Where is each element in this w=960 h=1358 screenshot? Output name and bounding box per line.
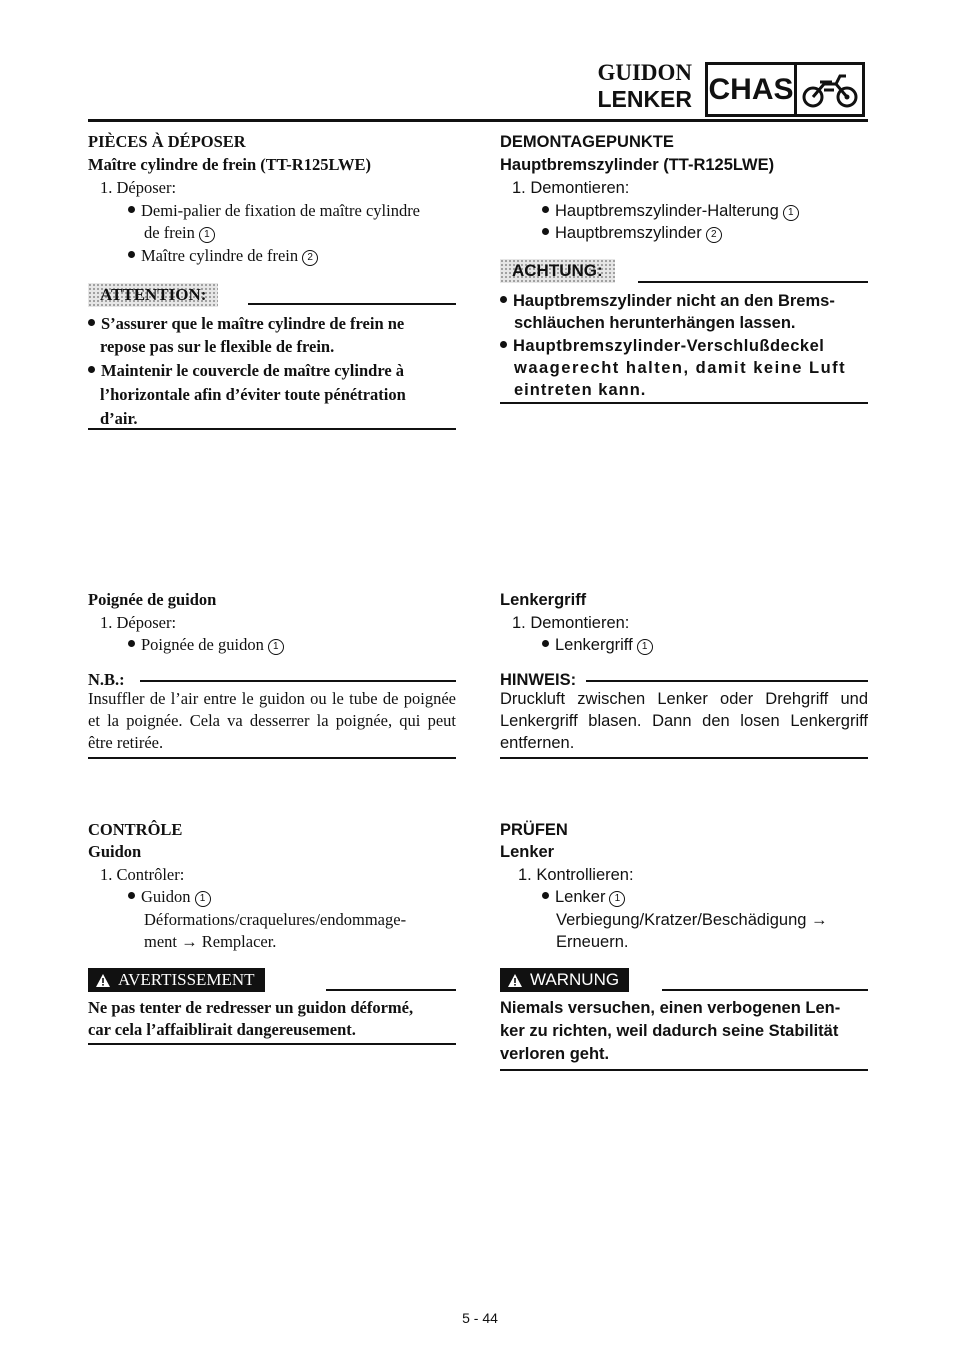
callout-number: 1 — [199, 227, 215, 243]
callout-number: 1 — [195, 891, 211, 907]
callout-number: 2 — [302, 250, 318, 266]
section-subheading: Lenker — [500, 843, 555, 861]
warning-rule — [662, 989, 868, 991]
header-title-de: LENKER — [597, 86, 692, 112]
bullet-icon — [542, 892, 549, 899]
caution-text: Hauptbremszylinder-Verschlußdeckel — [513, 337, 825, 355]
list-item-detail: Verbiegung/Kratzer/Beschädigung → — [556, 911, 828, 929]
warning-text: Ne pas tenter de redresser un guidon déformé, — [88, 998, 414, 1017]
step: 1. Demontieren: — [512, 614, 630, 632]
section-code: CHAS — [708, 65, 797, 114]
list-item-continued — [144, 222, 215, 244]
step: 1. Contrôler: — [100, 865, 185, 884]
caution-item-continued: l’horizontale afin d’éviter toute pénétration — [100, 385, 406, 404]
section-heading: DEMONTAGEPUNKTE — [500, 133, 674, 151]
section-subheading: Hauptbremszylinder (TT-R125LWE) — [500, 156, 775, 174]
warning-text: verloren geht. — [500, 1045, 610, 1063]
list-item — [542, 222, 722, 244]
list-item-text: Lenker — [555, 888, 606, 906]
section-subheading: Guidon — [88, 842, 142, 861]
caution-text: Hauptbremszylinder nicht an den Brems- — [513, 292, 835, 310]
bullet-icon — [128, 206, 135, 213]
note-rule — [140, 680, 456, 682]
note-text: Insuffler de l’air entre le guidon ou le tube de poignée et la poignée. Cela va desserrer la poignée, qui peut être retirée. — [88, 689, 456, 752]
caution-item — [88, 360, 404, 382]
warning-label-text: WARNUNG — [530, 970, 620, 989]
warning-end-rule — [500, 1069, 868, 1071]
step: 1. Déposer: — [100, 613, 177, 632]
bullet-icon — [128, 640, 135, 647]
caution-end-rule — [88, 428, 456, 430]
bullet-icon — [542, 640, 549, 647]
caution-rule — [248, 303, 456, 305]
caution-text: Maintenir le couvercle de maître cylindre à — [101, 361, 405, 380]
caution-item-continued: waagerecht halten, damit keine Luft — [514, 359, 847, 377]
bullet-icon — [542, 228, 549, 235]
note-label: HINWEIS: — [500, 671, 577, 689]
list-item — [542, 634, 653, 656]
warning-label-text: AVERTISSEMENT — [118, 970, 255, 989]
bullet-icon — [88, 319, 95, 326]
section-badge — [705, 62, 865, 117]
bullet-icon — [500, 341, 507, 348]
caution-item-continued: d’air. — [100, 409, 138, 428]
callout-number: 1 — [268, 639, 284, 655]
list-item-detail: Déformations/craquelures/endommage- — [144, 910, 407, 929]
callout-number: 2 — [706, 227, 722, 243]
section-heading: Lenkergriff — [500, 591, 587, 609]
caution-text: S’assurer que le maître cylindre de frein ne — [101, 314, 405, 333]
caution-item — [88, 313, 404, 335]
section-heading: PIÈCES À DÉPOSER — [88, 132, 246, 151]
warning-text: ker zu richten, weil dadurch seine Stabilität — [500, 1022, 839, 1040]
bullet-icon — [88, 366, 95, 373]
note-rule — [586, 680, 868, 682]
note-label: N.B.: — [88, 670, 125, 689]
list-item — [128, 634, 284, 656]
warning-label — [500, 968, 629, 992]
warning-rule — [326, 989, 456, 991]
section-subheading: Maître cylindre de frein (TT-R125LWE) — [88, 155, 371, 174]
section-heading: Poignée de guidon — [88, 590, 217, 609]
header-divider — [88, 119, 868, 122]
callout-number: 1 — [609, 891, 625, 907]
warning-icon — [96, 974, 110, 987]
list-item-text: Hauptbremszylinder-Halterung — [555, 202, 779, 220]
note-end-rule — [500, 757, 868, 759]
page-number: 5 - 44 — [462, 1310, 498, 1326]
warning-text: Niemals versuchen, einen verbogenen Len- — [500, 999, 841, 1017]
list-item-text: Lenkergriff — [555, 636, 633, 654]
list-item — [128, 886, 211, 908]
bullet-icon — [500, 296, 507, 303]
list-item — [128, 245, 318, 267]
list-item-text: de frein — [144, 223, 195, 242]
bullet-icon — [542, 206, 549, 213]
list-item-text: Maître cylindre de frein — [141, 246, 299, 265]
callout-number: 1 — [637, 639, 653, 655]
header-title-fr: GUIDON — [597, 60, 692, 85]
caution-item — [500, 290, 835, 312]
warning-label — [88, 968, 265, 992]
step: 1. Demontieren: — [512, 179, 630, 197]
motorcycle-icon — [797, 65, 862, 114]
warning-text: car cela l’affaiblirait dangereusement. — [88, 1020, 356, 1039]
list-item — [542, 200, 799, 222]
list-item — [128, 200, 420, 222]
step: 1. Kontrollieren: — [518, 866, 634, 884]
list-item-text: Guidon — [141, 887, 191, 906]
callout-number: 1 — [783, 205, 799, 221]
caution-label: ACHTUNG: — [500, 259, 615, 283]
step: 1. Déposer: — [100, 178, 177, 197]
warning-end-rule — [88, 1043, 456, 1045]
list-item — [542, 886, 625, 908]
warning-icon — [508, 974, 522, 987]
note-end-rule — [88, 757, 456, 759]
list-item-text: Hauptbremszylinder — [555, 224, 702, 242]
caution-rule — [638, 281, 868, 283]
list-item-text: Demi-palier de fixation de maître cylindre — [141, 201, 421, 220]
caution-item-continued: schläuchen herunterhängen lassen. — [514, 314, 796, 332]
list-item-text: Poignée de guidon — [141, 635, 264, 654]
note-text: Druckluft zwischen Lenker oder Drehgriff und Lenkergriff blasen. Dann den losen Lenkergriff entfernen. — [500, 690, 868, 752]
caution-item-continued: repose pas sur le flexible de frein. — [100, 337, 335, 356]
caution-item — [500, 335, 824, 357]
bullet-icon — [128, 892, 135, 899]
caution-end-rule — [500, 402, 868, 404]
section-heading: PRÜFEN — [500, 821, 568, 839]
bullet-icon — [128, 251, 135, 258]
list-item-detail: ment → Remplacer. — [144, 932, 277, 951]
section-heading: CONTRÔLE — [88, 820, 183, 839]
caution-label: ATTENTION: — [88, 283, 218, 307]
list-item-detail: Erneuern. — [556, 933, 629, 951]
caution-item-continued: eintreten kann. — [514, 381, 647, 399]
